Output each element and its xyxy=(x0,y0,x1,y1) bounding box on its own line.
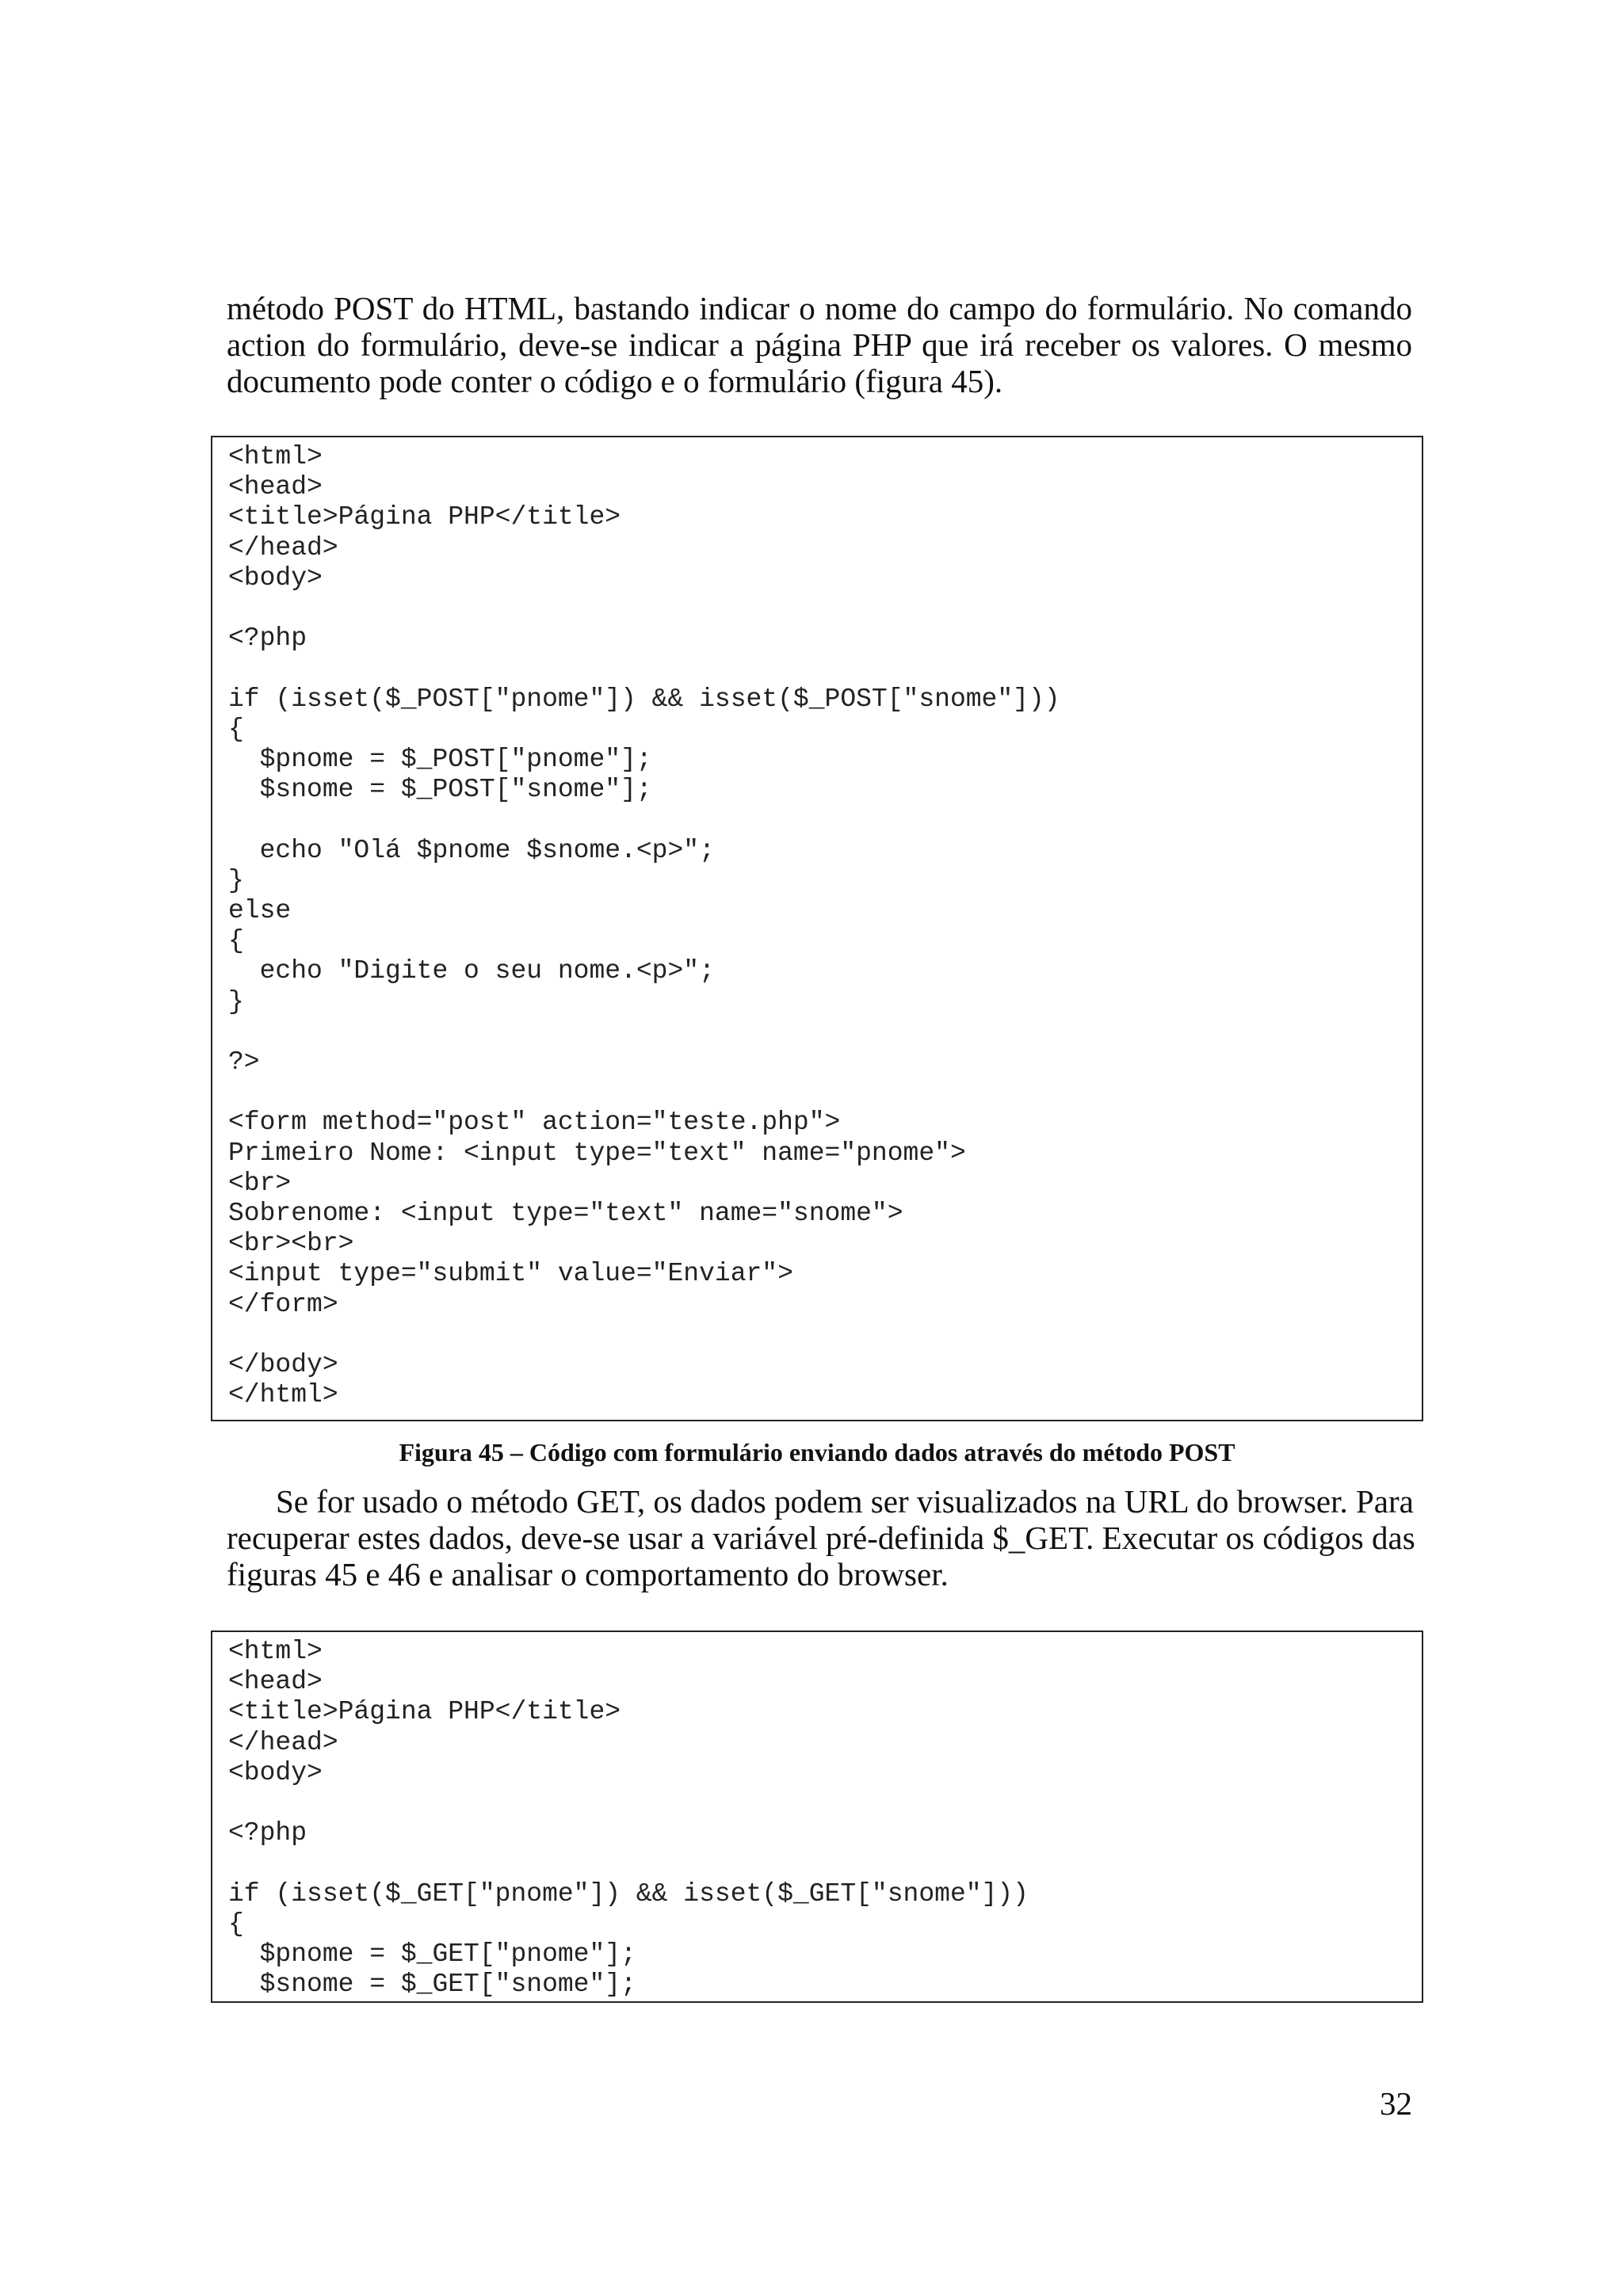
paragraph-get-method xyxy=(227,1483,1415,1592)
paragraph-line: recuperar estes dados, deve-se usar a variável pré-definida $_GET. Executar os códigos das xyxy=(227,1520,1415,1556)
paragraph-line: Se for usado o método GET, os dados podem ser visualizados na URL do browser. Para xyxy=(276,1483,1414,1520)
paragraph-line: figuras 45 e 46 e analisar o comportamento do browser. xyxy=(227,1556,949,1592)
code-listing: <html> <head> <title>Página PHP</title> </head> <body> <?php if (isset($_POST["pnome"]) && isset($_POST["snome"])) { $pnome = $_POST["pnome"]; $snome = $_POST["snome"]; echo "Olá $pnome $snome.<p>"; } else { echo "Digite o seu nome.<p>"; } ?> <form method="post" action="teste.php"> Primeiro Nome: <input type="text" name="pnome"> <br> Sobrenome: <input type="text" name="snome"> <br><br> <input type="submit" value="Enviar"> </form> </body> </html> xyxy=(228,442,1060,1410)
page-number: 32 xyxy=(1380,2085,1412,2122)
code-block-post xyxy=(211,436,1423,1421)
code-listing: <html> <head> <title>Página PHP</title> </head> <body> <?php if (isset($_GET["pnome"]) && isset($_GET["snome"])) { $pnome = $_GET["pnome"]; $snome = $_GET["snome"]; xyxy=(228,1637,1029,2000)
paragraph-intro xyxy=(227,290,1412,399)
paragraph-line: documento pode conter o código e o formulário (figura 45). xyxy=(227,363,1003,399)
figure-caption: Figura 45 – Código com formulário enviando dados através do método POST xyxy=(399,1438,1235,1466)
code-block-get xyxy=(211,1630,1423,2003)
paragraph-line: action do formulário, deve-se indicar a página PHP que irá receber os valores. O mesmo xyxy=(227,326,1412,363)
paragraph-line: método POST do HTML, bastando indicar o nome do campo do formulário. No comando xyxy=(227,290,1412,326)
